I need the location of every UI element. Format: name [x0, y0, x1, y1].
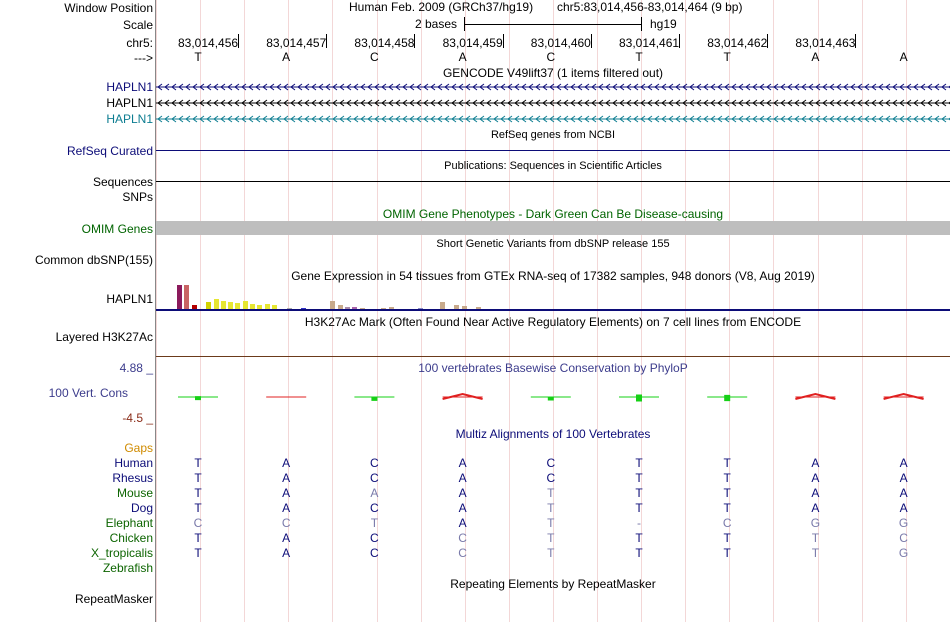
alignment-base: C	[193, 516, 203, 530]
strand-arrow-label[interactable]: --->	[134, 51, 153, 65]
gtex-tissue-bar[interactable]	[243, 301, 248, 309]
gencode-gene-model[interactable]	[156, 80, 950, 94]
alignment-base: C	[370, 546, 379, 560]
phylop-track-title: 100 vertebrates Basewise Conservation by PhyloP	[418, 361, 688, 375]
publications-track-title: Publications: Sequences in Scientific Articles	[444, 160, 662, 172]
alignment-base: C	[370, 456, 379, 470]
refseq-gene-line[interactable]	[156, 150, 950, 151]
dbsnp-track-title: Short Genetic Variants from dbSNP release 155	[436, 238, 670, 250]
alignment-base: T	[194, 546, 202, 560]
alignment-base: A	[899, 456, 908, 470]
alignment-base: T	[723, 486, 731, 500]
gtex-tissue-bar[interactable]	[228, 302, 233, 309]
alignment-base: C	[281, 516, 291, 530]
phylop-value-bar	[636, 395, 642, 402]
alignment-base: T	[723, 471, 731, 485]
alignment-base: C	[546, 471, 556, 485]
species-label[interactable]: Dog	[130, 501, 153, 515]
gencode-gene-model[interactable]	[156, 112, 950, 126]
alignment-base: C	[370, 501, 379, 515]
alignment-base: T	[547, 486, 555, 500]
phylop-value-bar	[195, 396, 201, 400]
alignment-base: A	[370, 486, 379, 500]
coordinate-tick	[326, 34, 327, 48]
sequence-base: T	[635, 50, 643, 64]
coordinate-tick	[855, 34, 856, 48]
phylop-min-label: -4.5 _	[122, 411, 153, 425]
alignment-base: A	[458, 486, 467, 500]
coordinate-label: 83,014,460	[530, 36, 591, 50]
species-label[interactable]: Elephant	[105, 516, 153, 530]
scale-bar	[464, 24, 642, 25]
alignment-base: A	[282, 456, 291, 470]
scale-text: 2 bases	[415, 17, 458, 31]
alignment-base: A	[282, 531, 291, 545]
h3k27ac-baseline	[156, 356, 950, 357]
alignment-base: T	[194, 471, 202, 485]
sequence-base: C	[546, 50, 556, 64]
alignment-base: C	[458, 531, 467, 545]
multiz-track-title: Multiz Alignments of 100 Vertebrates	[455, 427, 651, 441]
alignment-base: A	[811, 486, 820, 500]
alignment-base: C	[546, 456, 556, 470]
alignment-base: T	[723, 456, 731, 470]
alignment-base: T	[635, 456, 643, 470]
alignment-base: T	[635, 486, 643, 500]
coordinate-label: 83,014,458	[354, 36, 415, 50]
alignment-base: A	[458, 456, 467, 470]
omim-track-title: OMIM Gene Phenotypes - Dark Green Can Be Disease-causing	[382, 207, 724, 221]
alignment-base: A	[458, 516, 467, 530]
repeatmasker-track-title: Repeating Elements by RepeatMasker	[450, 577, 656, 591]
window-position-label: Window Position	[64, 1, 153, 15]
gtex-tissue-bar[interactable]	[221, 301, 226, 309]
phylop-label[interactable]: 100 Vert. Cons	[48, 386, 128, 400]
gencode-gene-label[interactable]: HAPLN1	[106, 96, 153, 110]
coordinate-label: 83,014,457	[266, 36, 327, 50]
alignment-base: C	[370, 531, 379, 545]
gtex-tissue-bar[interactable]	[214, 299, 219, 309]
coordinate-label: 83,014,459	[442, 36, 503, 50]
species-label[interactable]: Rhesus	[112, 471, 153, 485]
alignment-base: A	[899, 471, 908, 485]
alignment-base: A	[282, 546, 291, 560]
alignment-base: G	[810, 516, 821, 530]
chrom-label[interactable]: chr5:	[126, 36, 153, 50]
alignment-base: T	[811, 546, 820, 560]
gencode-gene-model[interactable]	[156, 96, 950, 110]
species-label[interactable]: Zebrafish	[102, 561, 153, 575]
alignment-base: C	[722, 516, 732, 530]
dbsnp-label[interactable]: Common dbSNP(155)	[34, 253, 153, 267]
alignment-base: T	[723, 546, 731, 560]
gtex-gene-line	[156, 309, 950, 311]
alignment-base: G	[898, 546, 909, 560]
alignment-base: T	[635, 501, 643, 515]
gtex-tissue-bar[interactable]	[330, 301, 335, 309]
alignment-base: A	[458, 471, 467, 485]
scale-label: Scale	[122, 18, 153, 32]
sequence-base: C	[370, 50, 379, 64]
alignment-base: A	[282, 486, 291, 500]
position-readout[interactable]: chr5:83,014,456-83,014,464 (9 bp)	[557, 0, 743, 14]
phylop-value-bar	[548, 397, 554, 401]
gencode-track-title: GENCODE V49lift37 (1 items filtered out)	[442, 66, 664, 80]
alignment-base: C	[899, 531, 908, 545]
species-label[interactable]: Human	[114, 456, 153, 470]
sequence-base: A	[899, 50, 908, 64]
alignment-base: T	[370, 516, 379, 530]
sequence-base: T	[194, 50, 202, 64]
alignment-base: T	[194, 501, 202, 515]
coordinate-tick	[503, 34, 504, 48]
alignment-base: G	[898, 516, 909, 530]
gtex-tissue-bar[interactable]	[440, 302, 445, 309]
h3k27ac-track-title: H3K27Ac Mark (Often Found Near Active Regulatory Elements) on 7 cell lines from ENCODE	[304, 315, 802, 329]
alignment-base: A	[899, 486, 908, 500]
alignment-base: A	[282, 471, 291, 485]
coordinate-tick	[414, 34, 415, 48]
repeatmasker-label[interactable]: RepeatMasker	[74, 592, 153, 606]
alignment-base: T	[194, 531, 202, 545]
alignment-base: T	[547, 531, 555, 545]
alignment-base: T	[635, 471, 643, 485]
sequence-base: A	[811, 50, 820, 64]
gtex-gene-label[interactable]: HAPLN1	[106, 292, 153, 306]
alignment-base: A	[458, 501, 467, 515]
alignment-base: A	[811, 501, 820, 515]
coordinate-tick	[238, 34, 239, 48]
omim-label[interactable]: OMIM Genes	[81, 222, 153, 236]
phylop-max-label: 4.88 _	[119, 361, 153, 375]
gencode-gene-label[interactable]: HAPLN1	[106, 112, 153, 126]
alignment-base: T	[547, 516, 555, 530]
phylop-value-bar	[724, 395, 730, 401]
sequence-base: A	[282, 50, 291, 64]
gaps-label[interactable]: Gaps	[124, 441, 153, 455]
alignment-base: C	[370, 471, 379, 485]
alignment-base: -	[637, 516, 641, 530]
sequences-label[interactable]: Sequences	[92, 175, 153, 189]
alignment-base: T	[811, 531, 820, 545]
alignment-base: A	[282, 501, 291, 515]
alignment-base: T	[723, 531, 731, 545]
coordinate-label: 83,014,463	[795, 36, 856, 50]
alignment-base: T	[635, 546, 643, 560]
sequence-base: A	[458, 50, 467, 64]
alignment-base: T	[723, 501, 731, 515]
gtex-track-title: Gene Expression in 54 tissues from GTEx RNA-seq of 17382 samples, 948 donors (V8, Aug 2019)	[291, 269, 815, 283]
sequences-line[interactable]	[156, 181, 950, 182]
species-label[interactable]: Chicken	[109, 531, 153, 545]
gencode-gene-label[interactable]: HAPLN1	[106, 80, 153, 94]
snps-label[interactable]: SNPs	[122, 190, 153, 204]
alignment-base: T	[635, 531, 643, 545]
coordinate-label: 83,014,456	[178, 36, 239, 50]
alignment-base: T	[194, 456, 202, 470]
refseq-label[interactable]: RefSeq Curated	[66, 144, 153, 158]
refseq-track-title: RefSeq genes from NCBI	[490, 129, 616, 141]
phylop-value-bar	[371, 397, 377, 401]
coordinate-tick	[591, 34, 592, 48]
alignment-base: T	[194, 486, 202, 500]
coordinate-label: 83,014,461	[619, 36, 680, 50]
h3k27ac-label[interactable]: Layered H3K27Ac	[55, 330, 153, 344]
alignment-base: A	[899, 501, 908, 515]
assembly-title[interactable]: Human Feb. 2009 (GRCh37/hg19)	[349, 0, 534, 14]
gtex-tissue-bar[interactable]	[206, 302, 211, 309]
gtex-tissue-bar[interactable]	[184, 285, 189, 309]
coordinate-label: 83,014,462	[707, 36, 768, 50]
alignment-base: A	[811, 471, 820, 485]
alignment-base: T	[547, 501, 555, 515]
coordinate-tick	[767, 34, 768, 48]
species-label[interactable]: X_tropicalis	[90, 546, 153, 560]
coordinate-tick	[679, 34, 680, 48]
alignment-base: T	[547, 546, 555, 560]
sequence-base: T	[723, 50, 731, 64]
alignment-base: C	[458, 546, 467, 560]
scale-bar-right-tick	[641, 17, 642, 31]
species-label[interactable]: Mouse	[116, 486, 153, 500]
scale-assembly: hg19	[650, 17, 677, 31]
alignment-base: A	[811, 456, 820, 470]
scale-bar-left-tick	[464, 17, 465, 31]
omim-gene-bar[interactable]	[156, 221, 950, 235]
gtex-tissue-bar[interactable]	[177, 285, 182, 309]
phylop-plot[interactable]	[156, 376, 950, 416]
